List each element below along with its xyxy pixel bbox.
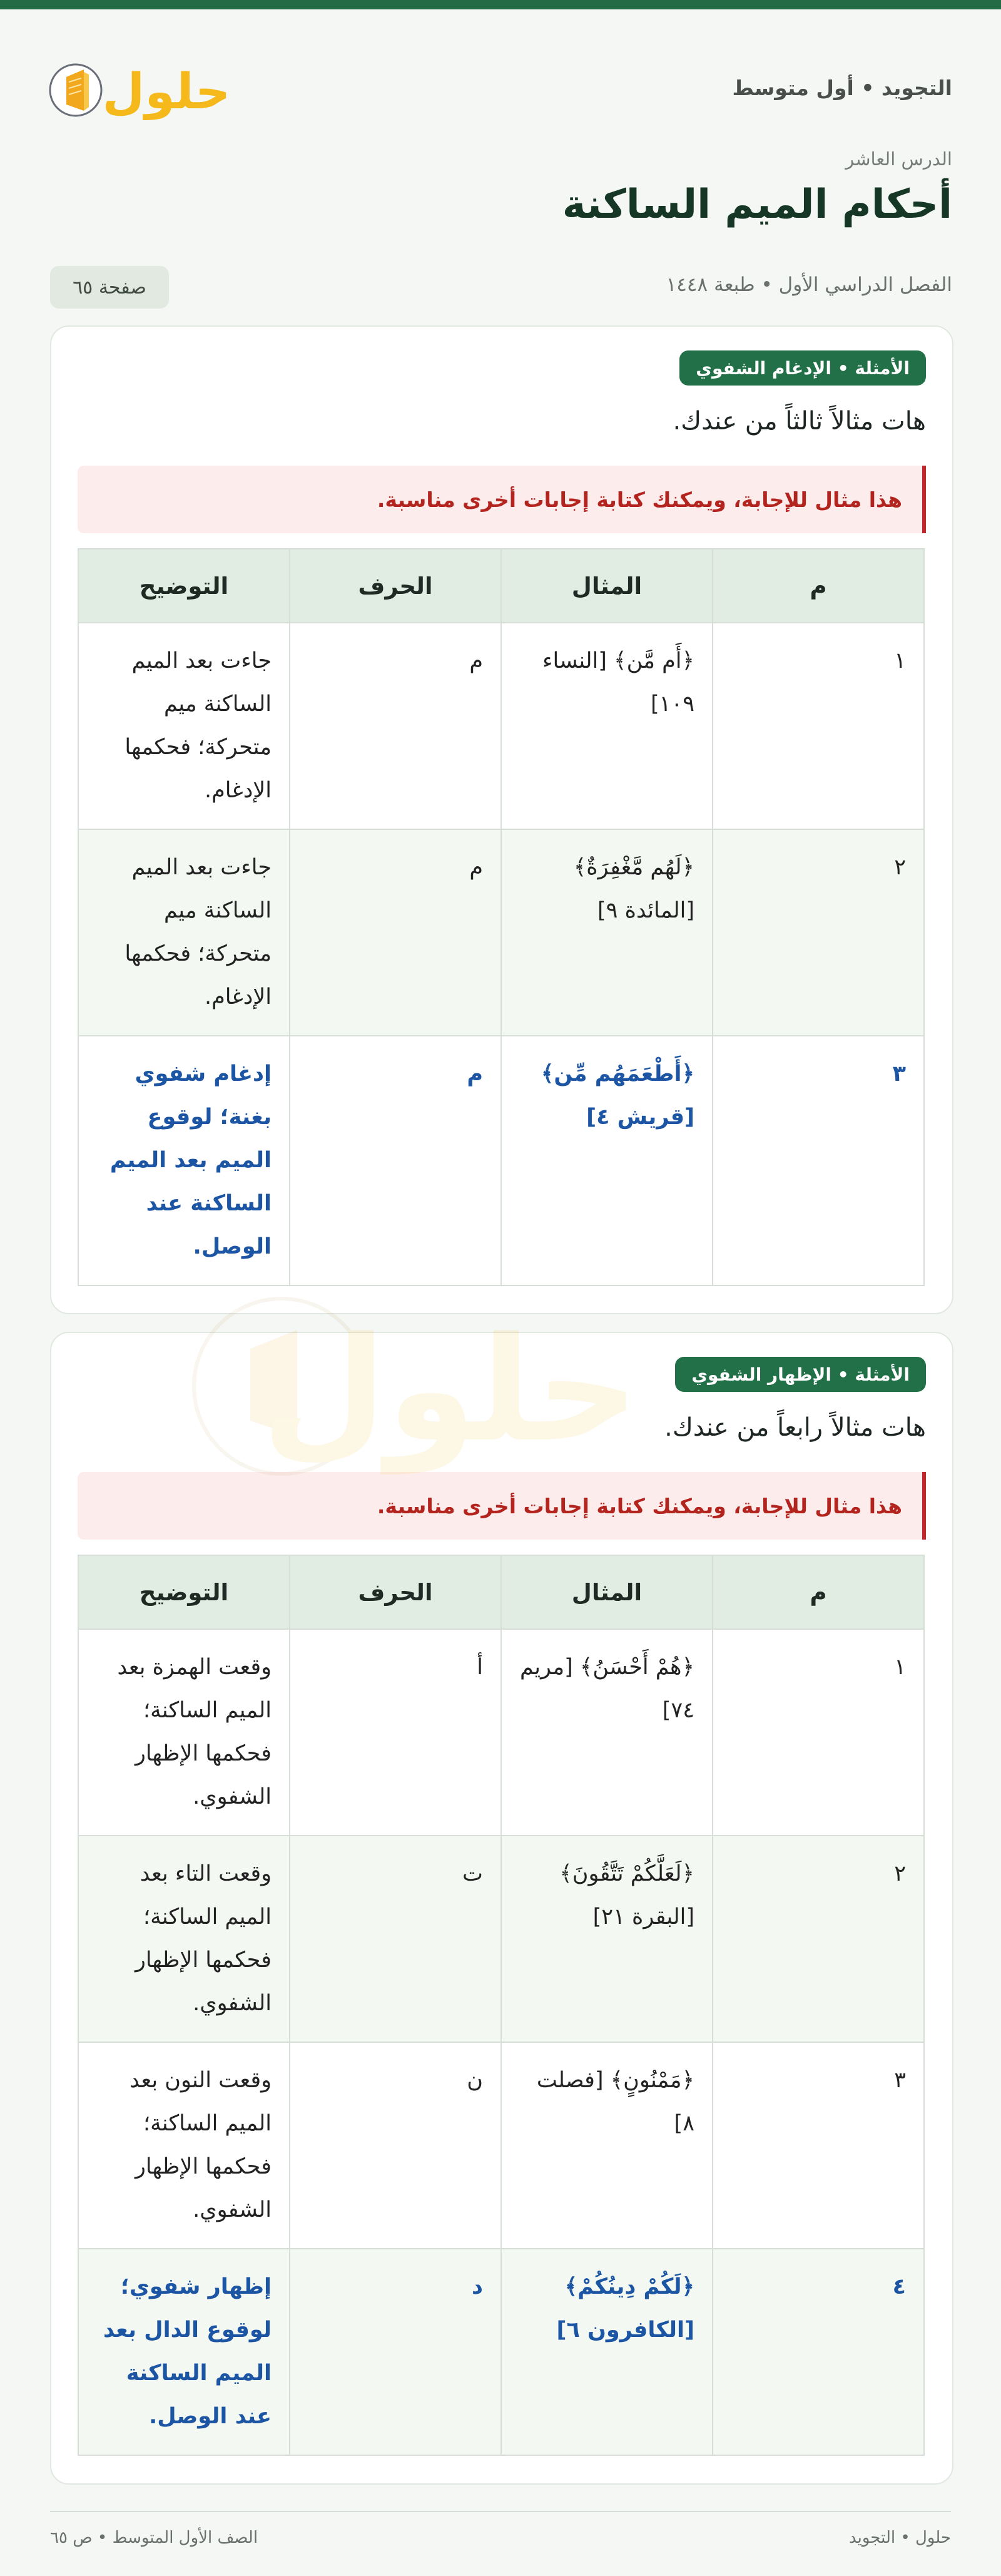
col-header-example: المثال <box>501 549 713 623</box>
cell-num: ٣ <box>713 2042 924 2249</box>
izhar-card <box>50 1332 953 2485</box>
cell-letter: د <box>290 2249 501 2455</box>
svg-text:حلول: حلول <box>102 64 231 120</box>
cell-letter: م <box>290 829 501 1036</box>
page-number-chip: صفحة ٦٥ <box>50 266 169 309</box>
question-text: هات مثالاً رابعاً من عندك. <box>664 1413 926 1442</box>
answer-row <box>78 2249 924 2455</box>
term-edition: الفصل الدراسي الأول • طبعة ١٤٤٨ <box>666 273 952 296</box>
col-header-explanation: التوضيح <box>78 549 290 623</box>
table-row <box>78 623 924 829</box>
table-row <box>78 1629 924 1836</box>
col-header-num: م <box>713 549 924 623</box>
cell-letter: أ <box>290 1629 501 1836</box>
col-header-example: المثال <box>501 1555 713 1629</box>
col-header-explanation: التوضيح <box>78 1555 290 1629</box>
cell-num: ٢ <box>713 829 924 1036</box>
answer-note: هذا مثال للإجابة، ويمكنك كتابة إجابات أخرى مناسبة. <box>78 466 926 533</box>
cell-example: ﴿هُمْ أَحْسَنُ﴾ [مريم ٧٤] <box>501 1629 713 1836</box>
footer-grade-page: الصف الأول المتوسط • ص ٦٥ <box>50 2528 258 2547</box>
cell-example: ﴿لَكُمْ دِينُكُمْ﴾ [الكافرون ٦] <box>501 2249 713 2455</box>
cell-num: ١ <box>713 1629 924 1836</box>
cell-letter: ت <box>290 1836 501 2042</box>
col-header-letter: الحرف <box>290 1555 501 1629</box>
col-header-letter: الحرف <box>290 549 501 623</box>
subject-grade-line: التجويد • أول متوسط <box>732 76 952 100</box>
cell-num: ٢ <box>713 1836 924 2042</box>
cell-example: ﴿أَم مَّن﴾ [النساء ١٠٩] <box>501 623 713 829</box>
section-label: الأمثلة • الإظهار الشفوي <box>675 1357 926 1392</box>
footer-divider <box>50 2511 951 2512</box>
cell-explanation: جاءت بعد الميم الساكنة ميم متحركة؛ فحكمها الإدغام. <box>78 623 290 829</box>
table-row <box>78 2042 924 2249</box>
cell-letter: ن <box>290 2042 501 2249</box>
examples-table <box>78 548 925 1286</box>
col-header-num: م <box>713 1555 924 1629</box>
top-accent-bar <box>0 0 1001 9</box>
cell-num: ٤ <box>713 2249 924 2455</box>
answer-note: هذا مثال للإجابة، ويمكنك كتابة إجابات أخرى مناسبة. <box>78 1472 926 1540</box>
cell-example: ﴿أَطْعَمَهُم مِّن﴾ [قريش ٤] <box>501 1036 713 1285</box>
cell-num: ١ <box>713 623 924 829</box>
idgham-card <box>50 325 953 1314</box>
cell-explanation: إدغام شفوي بغنة؛ لوقوع الميم بعد الميم الساكنة عند الوصل. <box>78 1036 290 1285</box>
table-header-row <box>78 1555 924 1629</box>
cell-example: ﴿لَهُم مَّغْفِرَةٌ﴾ [المائدة ٩] <box>501 829 713 1036</box>
table-header-row <box>78 549 924 623</box>
examples-table <box>78 1555 925 2456</box>
cell-letter: م <box>290 623 501 829</box>
cell-num: ٣ <box>713 1036 924 1285</box>
cell-example: ﴿مَمْنُونٍ﴾ [فصلت ٨] <box>501 2042 713 2249</box>
page-title: أحكام الميم الساكنة <box>562 181 952 228</box>
lesson-number: الدرس العاشر <box>845 148 952 170</box>
cell-letter: م <box>290 1036 501 1285</box>
table-row <box>78 1836 924 2042</box>
page-header <box>0 9 1001 299</box>
footer-brand-subject: حلول • التجويد <box>849 2528 951 2547</box>
section-label: الأمثلة • الإدغام الشفوي <box>679 350 926 386</box>
cell-example: ﴿لَعَلَّكُمْ تَتَّقُونَ﴾ [البقرة ٢١] <box>501 1836 713 2042</box>
cell-explanation: وقعت التاء بعد الميم الساكنة؛ فحكمها الإظهار الشفوي. <box>78 1836 290 2042</box>
cell-explanation: وقعت الهمزة بعد الميم الساكنة؛ فحكمها الإظهار الشفوي. <box>78 1629 290 1836</box>
table-row <box>78 829 924 1036</box>
cell-explanation: إظهار شفوي؛ لوقوع الدال بعد الميم الساكنة عند الوصل. <box>78 2249 290 2455</box>
cell-explanation: جاءت بعد الميم الساكنة ميم متحركة؛ فحكمها الإدغام. <box>78 829 290 1036</box>
hulul-logo <box>48 51 231 129</box>
answer-row <box>78 1036 924 1285</box>
cell-explanation: وقعت النون بعد الميم الساكنة؛ فحكمها الإظهار الشفوي. <box>78 2042 290 2249</box>
question-text: هات مثالاً ثالثاً من عندك. <box>673 407 926 436</box>
